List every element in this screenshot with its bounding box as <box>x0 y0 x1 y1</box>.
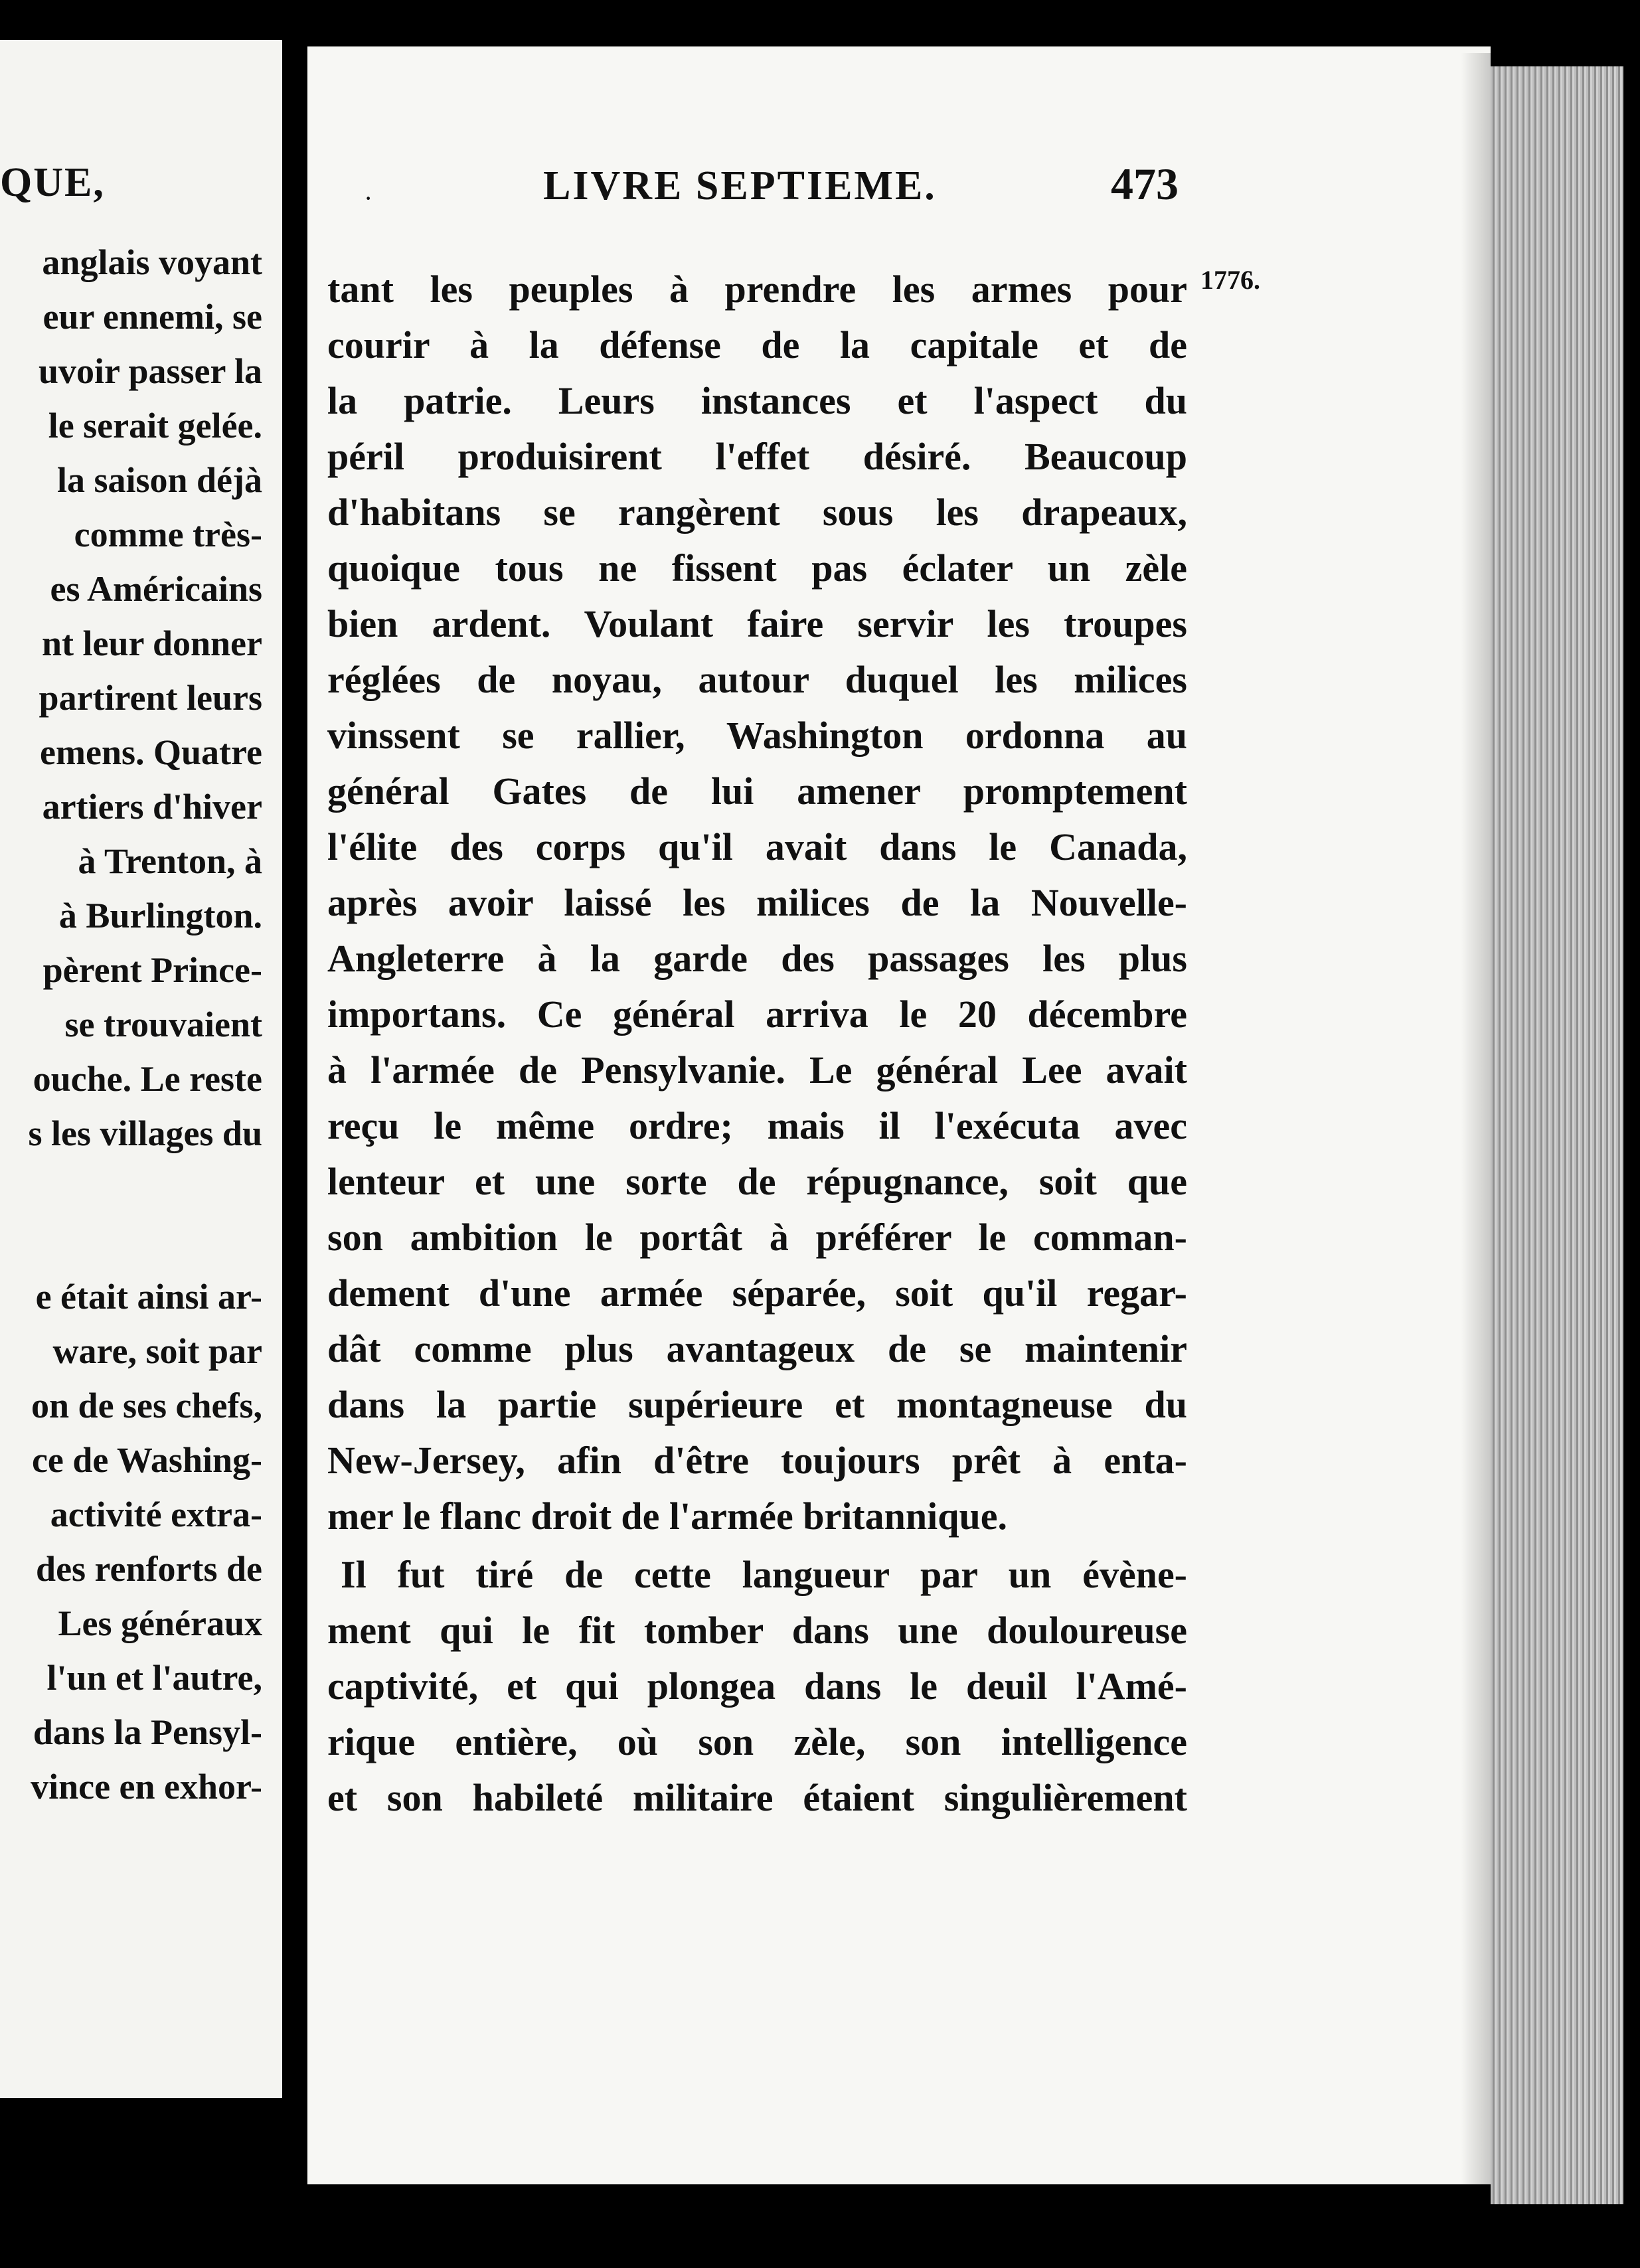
text-line: quoique tous ne fissent pas éclater un zèle <box>327 546 1187 590</box>
left-text-line: comme très- <box>74 515 262 554</box>
left-text-line: à Burlington. <box>58 896 262 935</box>
text-line: mer le flanc droit de l'armée britannique. <box>327 1495 1008 1538</box>
text-line: péril produisirent l'effet désiré. Beaucoup <box>327 435 1187 478</box>
book-gutter <box>282 0 307 2268</box>
left-text-line: à Trenton, à <box>78 841 262 881</box>
text-line: dât comme plus avantageux de se maintenir <box>327 1327 1187 1370</box>
left-text-line: on de ses chefs, <box>31 1386 262 1425</box>
text-line: dement d'une armée séparée, soit qu'il regar- <box>327 1271 1187 1315</box>
header-dot: · <box>364 183 373 213</box>
text-line: Il fut tiré de cette langueur par un évène- <box>341 1553 1187 1596</box>
text-line: après avoir laissé les milices de la Nouvelle- <box>327 881 1187 924</box>
margin-year: 1776. <box>1200 265 1260 295</box>
left-text-line: s les villages du <box>28 1113 262 1153</box>
left-page <box>0 40 282 2098</box>
left-text-line: emens. Quatre <box>40 732 262 772</box>
left-text-line: vince en exhor- <box>31 1767 262 1807</box>
left-text-line: nt leur donner <box>41 623 262 663</box>
left-text-line: Les généraux <box>58 1603 262 1643</box>
text-line: Angleterre à la garde des passages les plus <box>327 937 1187 980</box>
text-line: rique entière, où son zèle, son intelligence <box>327 1720 1187 1763</box>
left-text-line: activité extra- <box>50 1495 262 1534</box>
text-line: à l'armée de Pensylvanie. Le général Lee avait <box>327 1048 1187 1092</box>
text-line: lenteur et une sorte de répugnance, soit que <box>327 1160 1187 1203</box>
left-text-line: pèrent Prince- <box>42 950 262 990</box>
left-text-line: dans la Pensyl- <box>33 1712 262 1752</box>
text-line: et son habileté militaire étaient singulièrement <box>327 1776 1187 1819</box>
text-line: importans. Ce général arriva le 20 décembre <box>327 993 1187 1036</box>
left-text-line: e était ainsi ar- <box>35 1277 262 1317</box>
left-text-line: eur ennemi, se <box>42 297 262 337</box>
left-text-line: se trouvaient <box>64 1005 262 1044</box>
page-stack-edge <box>1491 66 1623 2204</box>
right-page <box>307 46 1491 2184</box>
left-text-line: partirent leurs <box>39 678 262 718</box>
left-text-line: artiers d'hiver <box>42 787 262 827</box>
left-text-line: ce de Washing- <box>31 1440 262 1480</box>
text-line: son ambition le portât à préférer le comman- <box>327 1216 1187 1259</box>
left-text-line: la saison déjà <box>56 460 262 500</box>
running-header: LIVRE SEPTIEME. <box>543 163 937 208</box>
text-line: reçu le même ordre; mais il l'exécuta avec <box>327 1104 1187 1147</box>
left-text-line: des renforts de <box>36 1549 262 1589</box>
page-number: 473 <box>1111 159 1179 209</box>
text-line: bien ardent. Voulant faire servir les troupes <box>327 602 1187 645</box>
text-line: New-Jersey, afin d'être toujours prêt à enta- <box>327 1439 1187 1482</box>
left-text-line: l'un et l'autre, <box>46 1658 262 1698</box>
text-line: la patrie. Leurs instances et l'aspect du <box>327 379 1187 422</box>
left-text-line: uvoir passer la <box>38 351 262 391</box>
text-line: réglées de noyau, autour duquel les milices <box>327 658 1187 701</box>
text-line: tant les peuples à prendre les armes pour <box>327 268 1187 311</box>
left-text-line: anglais voyant <box>42 242 262 282</box>
text-line: général Gates de lui amener promptement <box>327 770 1187 813</box>
left-running-header: QUE, <box>0 160 105 205</box>
left-text-line: es Américains <box>50 569 262 609</box>
left-text-line: ouche. Le reste <box>33 1059 262 1099</box>
text-line: dans la partie supérieure et montagneuse du <box>327 1383 1187 1426</box>
text-line: courir à la défense de la capitale et de <box>327 323 1187 366</box>
text-line: l'élite des corps qu'il avait dans le Canada, <box>327 825 1187 868</box>
text-line: d'habitans se rangèrent sous les drapeaux, <box>327 491 1187 534</box>
text-line: vinssent se rallier, Washington ordonna au <box>327 714 1187 757</box>
left-text-line: ware, soit par <box>52 1331 262 1371</box>
text-line: captivité, et qui plongea dans le deuil l'Amé- <box>327 1664 1187 1708</box>
left-text-line: le serait gelée. <box>48 406 262 446</box>
text-line: ment qui le fit tomber dans une douloureuse <box>327 1609 1187 1652</box>
